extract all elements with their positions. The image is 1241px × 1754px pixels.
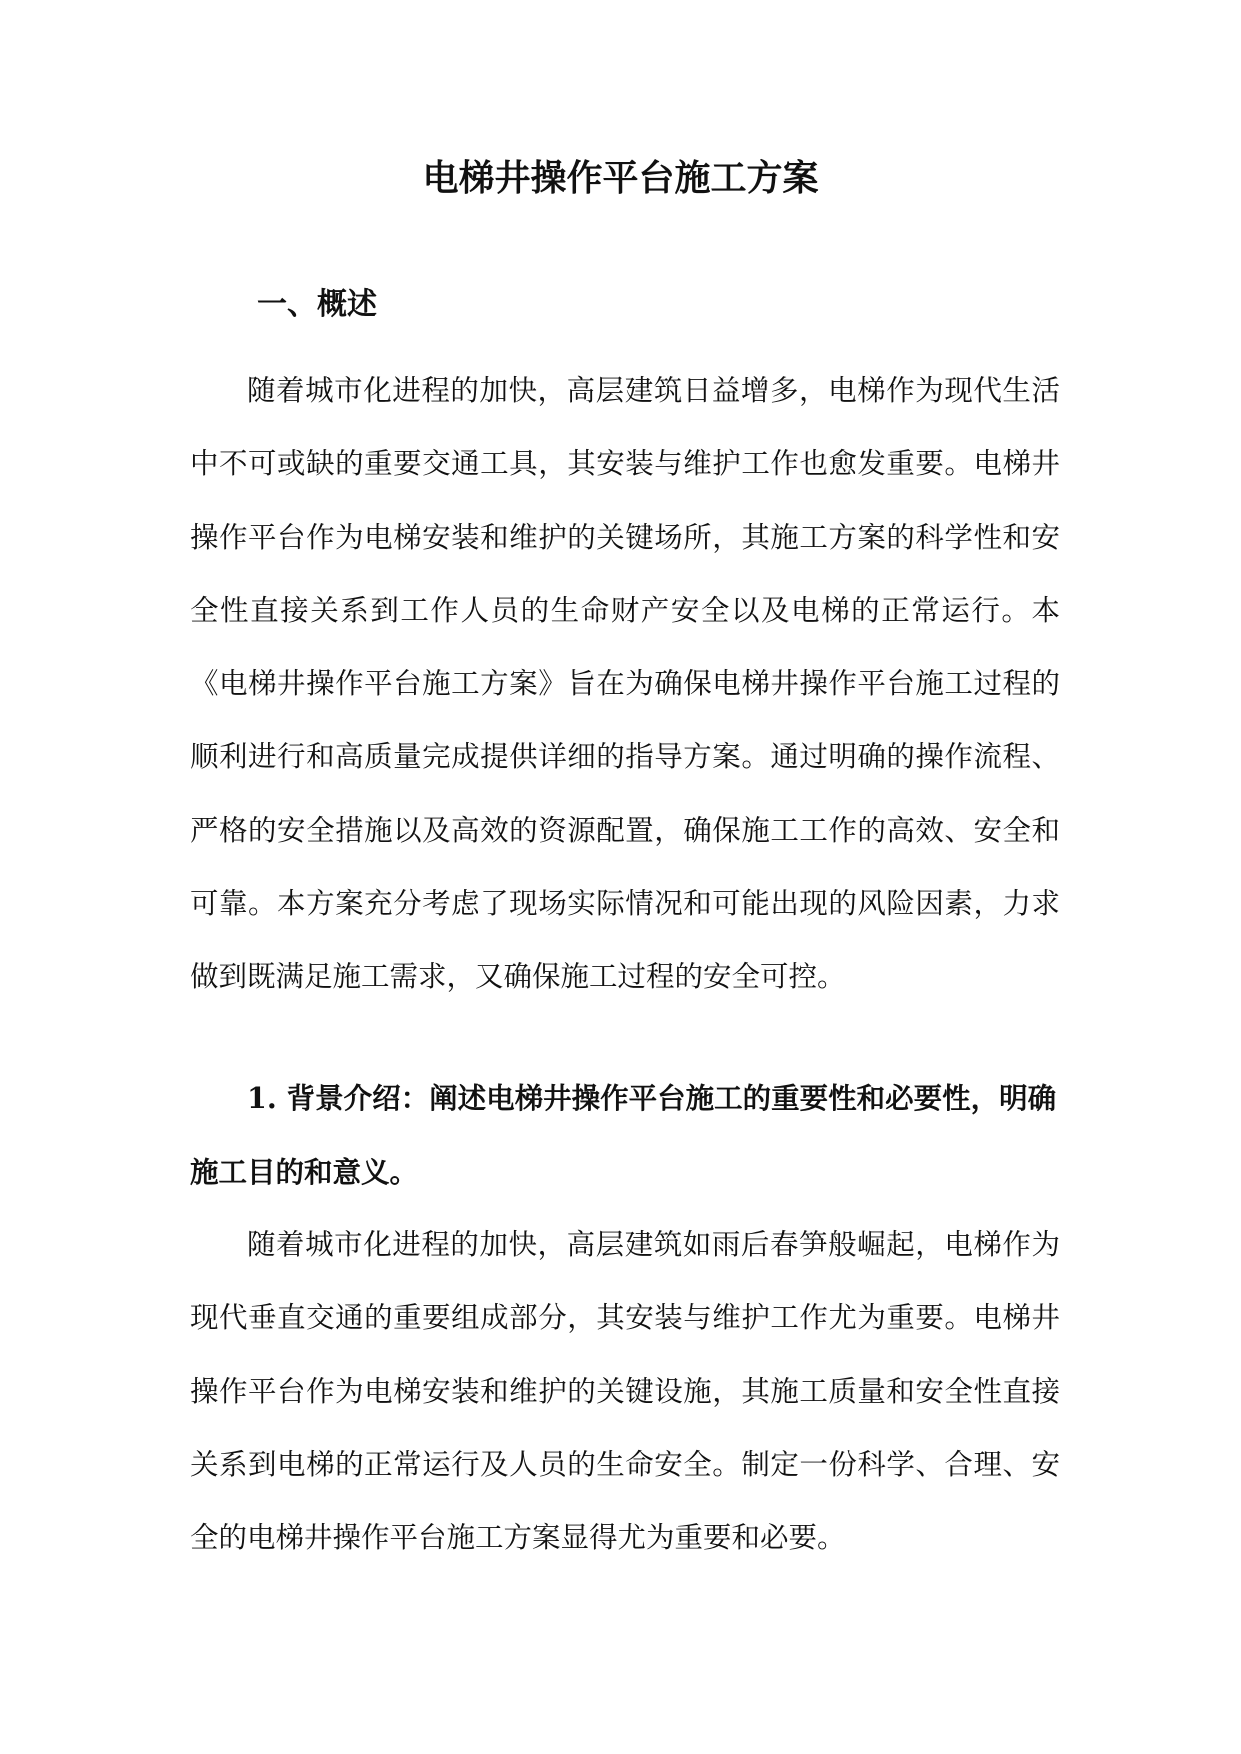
subsection-heading-background: 1. 背景介绍：阐述电梯井操作平台施工的重要性和必要性，明确施工目的和意义。	[190, 1081, 1057, 1189]
background-paragraph: 随着城市化进程的加快，高层建筑如雨后春笋般崛起，电梯作为现代垂直交通的重要组成部分，其安装与维护工作尤为重要。电梯井操作平台作为电梯安装和维护的关键设施，其施工质量和安全性直接关系到电梯的正常运行及人员的生命安全。制定一份科学、合理、安全的电梯井操作平台施工方案显得尤为重要和必要。	[190, 1228, 1060, 1555]
section-heading-overview: 一、概述	[257, 287, 377, 322]
overview-paragraph: 随着城市化进程的加快，高层建筑日益增多，电梯作为现代生活中不可或缺的重要交通工具，其安装与维护工作也愈发重要。电梯井操作平台作为电梯安装和维护的关键场所，其施工方案的科学性和安全性直接关系到工作人员的生命财产安全以及电梯的正常运行。本《电梯井操作平台施工方案》旨在为确保电梯井操作平台施工过程的顺利进行和高质量完成提供详细的指导方案。通过明确的操作流程、严格的安全措施以及高效的资源配置，确保施工工作的高效、安全和可靠。本方案充分考虑了现场实际情况和可能出现的风险因素，力求做到既满足施工需求，又确保施工过程的安全可控。	[190, 374, 1060, 994]
document-title: 电梯井操作平台施工方案	[422, 157, 819, 199]
